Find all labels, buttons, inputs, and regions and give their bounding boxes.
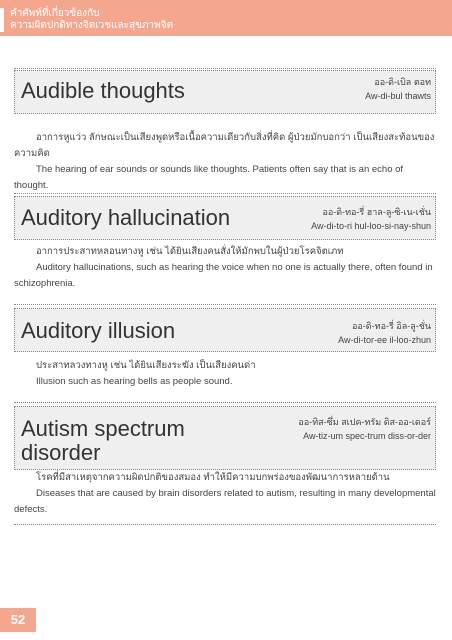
chapter-title-line-2: ความผิดปกติทางจิตเวชและสุขภาพจิต: [10, 20, 174, 31]
term-box: [14, 406, 436, 470]
definition: [14, 244, 436, 292]
pronunciation-roman: Aw-di-to-ri hul-loo-si-nay-shun: [311, 221, 431, 231]
pronunciation-roman: Aw-di-tor-ee il-loo-zhun: [338, 335, 431, 345]
definition-thai: อาการหูแว่ว ลักษณะเป็นเสียงพูดหรือเนื้อความเดียวกับสิ่งที่คิด ผู้ป่วยมักบอกว่า เป็นเสียงสะท้อนของความคิด: [14, 132, 435, 159]
pronunciation: [338, 319, 431, 347]
term-box: [14, 70, 436, 114]
entry-divider: [14, 402, 436, 403]
term-box: [14, 308, 436, 352]
pronunciation-thai: ออ-ดิ-เบิล ตอท: [374, 77, 431, 87]
term-title: Auditory hallucination: [21, 205, 231, 230]
term-title: Audible thoughts: [21, 78, 185, 103]
term-title: Auditory illusion: [21, 318, 176, 343]
definition: [14, 358, 436, 390]
header-accent-bar: [0, 8, 4, 32]
pronunciation-roman: Aw-di-bul thawts: [365, 91, 431, 101]
glossary-entry: [14, 70, 436, 191]
pronunciation: [298, 415, 431, 443]
entry-divider: [14, 524, 436, 525]
definition-thai: ประสาทลวงทางหู เช่น ได้ยินเสียงระฆัง เป็นเสียงคนด่า: [36, 360, 256, 371]
entry-divider: [14, 68, 436, 69]
definition-english: Diseases that are caused by brain disorders related to autism, resulting in many developmental defects.: [14, 488, 436, 515]
pronunciation-roman: Aw-tiz-um spec-trum diss-or-der: [303, 431, 431, 441]
definition-english: The hearing of ear sounds or sounds like thoughts. Patients often say that is an echo of thought.: [14, 164, 404, 191]
chapter-title-line-1: คำศัพท์ที่เกี่ยวข้องกับ: [10, 8, 100, 19]
pronunciation-thai: ออ-ดิ-ทอ-รี่ อิล-ลู-ชั่น: [351, 321, 431, 331]
pronunciation: [365, 75, 431, 103]
glossary-entry: [14, 196, 436, 300]
glossary-entry: [14, 406, 436, 526]
entry-divider: [14, 304, 436, 305]
pronunciation-thai: ออ-ทิส-ซึ่ม สเปค-ทรัม ดิส-ออ-เดอร์: [298, 417, 431, 427]
chapter-header: [0, 0, 452, 36]
page-number: 52: [0, 608, 36, 632]
glossary-entry: [14, 308, 436, 404]
definition: [14, 130, 436, 194]
pronunciation: [311, 205, 431, 233]
entry-divider: [14, 193, 436, 194]
term-title: Autism spectrum disorder: [21, 416, 185, 465]
definition-english: Auditory hallucinations, such as hearing the voice when no one is actually there, often found in schizophrenia.: [14, 262, 433, 289]
definition-thai: โรคที่มีสาเหตุจากความผิดปกติของสมอง ทำให้มีความบกพร่องของพัฒนาการหลายด้าน: [36, 472, 390, 483]
definition-english: Illusion such as hearing bells as people sound.: [36, 376, 233, 387]
definition-thai: อาการประสาทหลอนทางหู เช่น ได้ยินเสียงคนสั่งให้มักพบในผู้ป่วยโรคจิตเภท: [36, 246, 344, 257]
pronunciation-thai: ออ-ดิ-ทอ-รี่ ฮาล-ลู-ซิ-เน-เชั่น: [322, 207, 431, 217]
definition: [14, 470, 436, 518]
term-box: [14, 196, 436, 240]
